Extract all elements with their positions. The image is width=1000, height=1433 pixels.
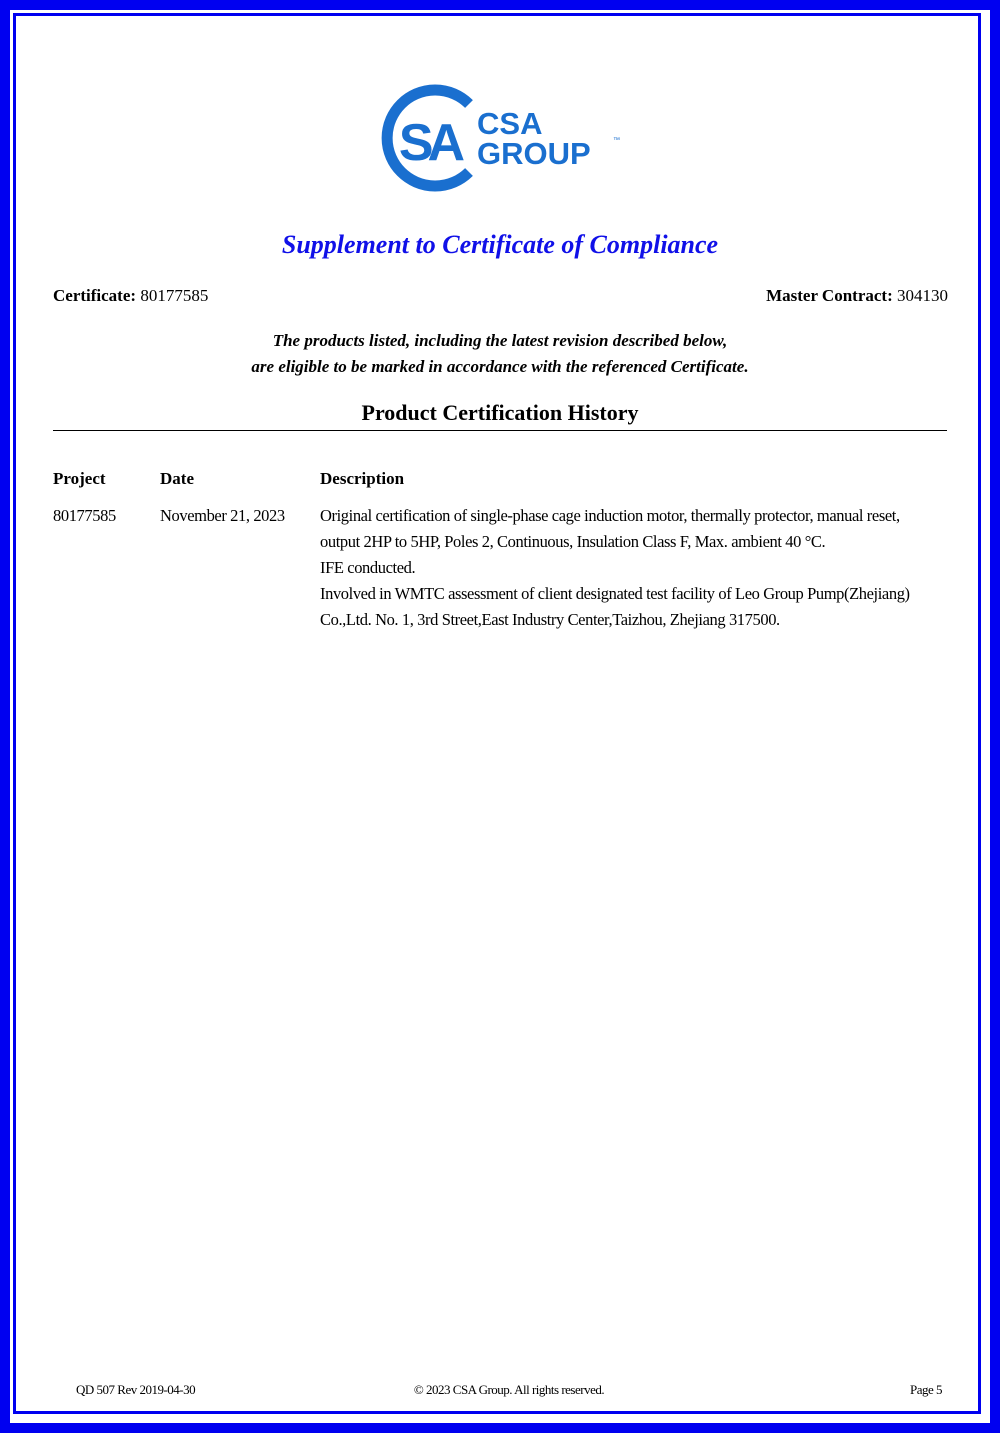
master-contract-label: Master Contract:: [766, 286, 893, 305]
footer-copyright: © 2023 CSA Group. All rights reserved.: [413, 1382, 605, 1397]
master-contract: [766, 286, 948, 306]
csa-group-logo: [377, 84, 627, 192]
certificate-number: [53, 286, 208, 306]
column-header-date: Date: [160, 469, 194, 488]
section-title: Product Certification History: [361, 400, 639, 425]
master-contract-value: 304130: [897, 286, 948, 305]
page: [13, 13, 981, 1414]
certificate-value: 80177585: [140, 286, 209, 305]
footer-form-number: QD 507 Rev 2019-04-30: [76, 1382, 196, 1397]
description-line: Involved in WMTC assessment of client designated test facility of Leo Group Pump(Zhejiang): [320, 584, 910, 603]
certificate-label: Certificate:: [53, 286, 137, 305]
intro-line: are eligible to be marked in accordance with the referenced Certificate.: [251, 357, 749, 376]
row-description: [320, 503, 950, 633]
description-line: Co.,Ltd. No. 1, 3rd Street,East Industry Center,Taizhou, Zhejiang 317500.: [320, 610, 780, 629]
svg-text:CSA: CSA: [477, 106, 543, 141]
description-line: output 2HP to 5HP, Poles 2, Continuous, Insulation Class F, Max. ambient 40 °C.: [320, 532, 826, 551]
column-header-project: Project: [53, 469, 106, 488]
svg-text:SA: SA: [398, 114, 460, 172]
document-title: Supplement to Certificate of Compliance: [281, 230, 719, 259]
footer-page-number: Page 5: [909, 1382, 942, 1397]
description-line: IFE conducted.: [320, 558, 416, 577]
column-header-description: Description: [320, 469, 405, 488]
row-date: November 21, 2023: [160, 506, 285, 525]
description-line: Original certification of single-phase cage induction motor, thermally protector, manual reset,: [320, 506, 900, 525]
intro-text: [0, 328, 1000, 380]
divider: [53, 430, 947, 431]
svg-text:™: ™: [613, 137, 620, 144]
svg-text:GROUP: GROUP: [477, 136, 591, 171]
row-project: 80177585: [53, 506, 116, 525]
intro-line: The products listed, including the latest revision described below,: [272, 331, 728, 350]
